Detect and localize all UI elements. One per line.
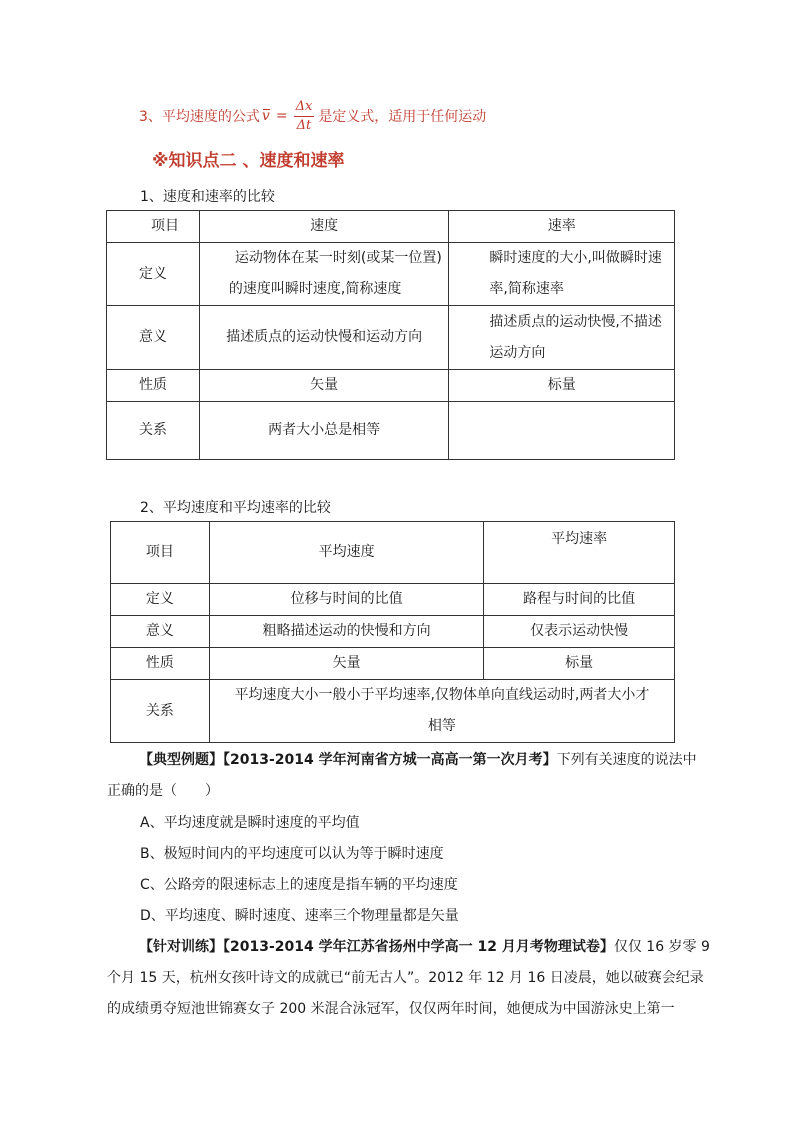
table2-meaning-avg-rate: 仅表示运动快慢 [484,616,675,648]
formula-denominator: Δt [296,117,312,133]
formula-numerator: Δx [294,98,315,117]
formula-suffix: 是定义式，适用于任何运动 [318,109,487,125]
table1-heading: 1、速度和速率的比较 [140,189,275,205]
training-line2: 个月 15 天，杭州女孩叶诗文的成就已“前无古人”。2012 年 12 月 16 日凌晨，她以破赛会纪录 [107,970,704,986]
example-question [107,745,697,807]
option-d: D、平均速度、瞬时速度、速率三个物理量都是矢量 [140,908,459,924]
option-c: C、公路旁的限速标志上的速度是指车辆的平均速度 [140,877,458,893]
table1-item-definition: 定义 [107,243,200,306]
table1-meaning-rate: 描述质点的运动快慢,不描述 运动方向 [449,306,675,370]
table2-definition-avg-speed: 位移与时间的比值 [209,584,484,616]
speed-rate-table [106,210,675,460]
table1-header-item: 项目 [107,211,200,243]
formula-prefix: 3、平均速度的公式 [139,109,260,125]
table1-item-nature: 性质 [107,370,200,402]
example-question-part1: 下列有关速度的说法中 [556,752,697,768]
training-line1: 仅仅 16 岁零 9 [613,939,710,955]
table2-definition-avg-rate: 路程与时间的比值 [484,584,675,616]
formula-line [139,96,486,136]
table1-nature-speed: 矢量 [199,370,449,402]
table1-item-relation: 关系 [107,402,200,460]
table1-relation-rate [449,402,675,460]
table2-meaning-avg-speed: 粗略描述运动的快慢和方向 [209,616,484,648]
example-question-part2: 正确的是（ ） [107,783,219,799]
avg-speed-rate-table [110,521,675,743]
table2-relation-text: 平均速度大小一般小于平均速率,仅物体单向直线运动时,两者大小才 相等 [209,680,674,743]
table1-definition-speed: 运动物体在某一时刻(或某一位置) 的速度叫瞬时速度,简称速度 [199,243,449,306]
table1-meaning-speed: 描述质点的运动快慢和运动方向 [199,306,449,370]
table1-header-rate: 速率 [449,211,675,243]
formula-fraction [294,98,315,135]
table2-item-definition: 定义 [111,584,210,616]
section-title: ※知识点二 、速度和速率 [152,151,345,171]
example-options [140,808,459,932]
table1-header-speed: 速度 [199,211,449,243]
table2-item-relation: 关系 [111,680,210,743]
table1-relation-speed: 两者大小总是相等 [199,402,449,460]
example-tag: 【典型例题】 [139,752,223,768]
table1-nature-rate: 标量 [449,370,675,402]
training-tag: 【针对训练】 [139,939,223,955]
table1-item-meaning: 意义 [107,306,200,370]
table2-item-meaning: 意义 [111,616,210,648]
table2-header-avg-speed: 平均速度 [209,522,484,584]
training-line3: 的成绩勇夺短池世锦赛女子 200 米混合泳冠军，仅仅两年时间，她便成为中国游泳史上第一 [107,1001,675,1017]
table2-nature-avg-speed: 矢量 [209,648,484,680]
option-b: B、极短时间内的平均速度可以认为等于瞬时速度 [140,846,444,862]
training-paragraph [107,932,710,1025]
formula-equals: = [275,108,288,124]
option-a: A、平均速度就是瞬时速度的平均值 [140,815,360,831]
table2-nature-avg-rate: 标量 [484,648,675,680]
table1-definition-rate: 瞬时速度的大小,叫做瞬时速 率,简称速率 [449,243,675,306]
training-source: 【2013-2014 学年江苏省扬州中学高一 12 月月考物理试卷】 [223,939,614,955]
example-source: 【2013-2014 学年河南省方城一高高一第一次月考】 [223,752,557,768]
table2-item-nature: 性质 [111,648,210,680]
table2-header-item: 项目 [111,522,210,584]
formula-v-bar: v [261,108,270,124]
table2-header-avg-rate: 平均速率 [484,522,675,584]
table2-heading: 2、平均速度和平均速率的比较 [140,500,331,516]
